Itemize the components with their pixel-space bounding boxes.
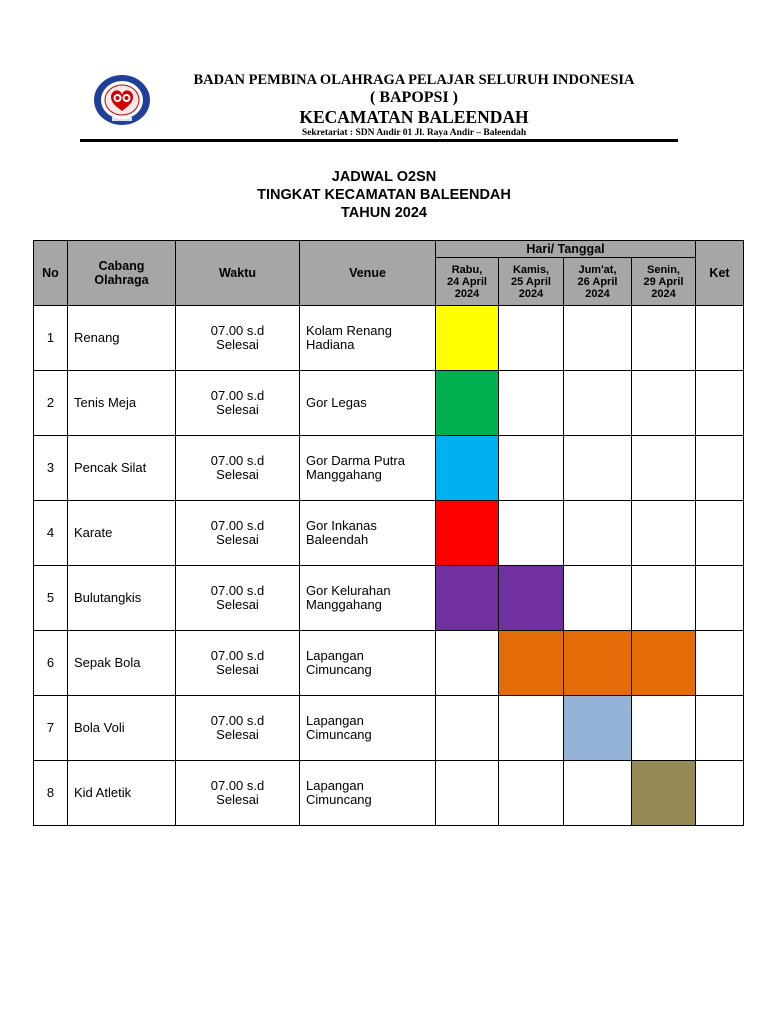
venue-cell xyxy=(300,306,436,371)
header-date-line: Rabu, xyxy=(451,263,483,276)
time-cell xyxy=(176,436,300,501)
time-cell-line: 07.00 s.d xyxy=(210,713,265,728)
scheduled-day-cell xyxy=(436,306,499,371)
table-row xyxy=(34,501,744,566)
empty-day-cell xyxy=(564,371,632,436)
venue-cell-line: Gor Kelurahan xyxy=(306,583,391,598)
row-number: 3 xyxy=(34,436,68,501)
time-cell-line: Selesai xyxy=(216,597,259,612)
time-cell xyxy=(176,631,300,696)
empty-day-cell xyxy=(632,501,696,566)
scheduled-day-cell xyxy=(436,566,499,631)
time-cell-line: 07.00 s.d xyxy=(210,388,265,403)
time-cell xyxy=(176,371,300,436)
venue-cell xyxy=(300,501,436,566)
notes-cell xyxy=(696,436,744,501)
time-cell xyxy=(176,761,300,826)
notes-cell xyxy=(696,631,744,696)
empty-day-cell xyxy=(632,306,696,371)
time-cell-line: Selesai xyxy=(216,467,259,482)
scheduled-day-cell xyxy=(632,761,696,826)
empty-day-cell xyxy=(564,306,632,371)
venue-cell-line: Baleendah xyxy=(306,532,369,547)
time-cell-line: 07.00 s.d xyxy=(210,323,265,338)
venue-cell-line: Gor Inkanas xyxy=(306,518,377,533)
header-date-line: 2024 xyxy=(454,287,480,300)
row-number: 4 xyxy=(34,501,68,566)
time-cell-line: Selesai xyxy=(216,792,259,807)
table-row xyxy=(34,761,744,826)
title-line-2: TINGKAT KECAMATAN BALEENDAH xyxy=(257,187,511,203)
venue-cell-line: Cimuncang xyxy=(306,792,372,807)
time-cell-line: 07.00 s.d xyxy=(210,518,265,533)
bapopsi-logo xyxy=(92,73,152,127)
sport-name: Bola Voli xyxy=(68,696,176,761)
letterhead xyxy=(80,70,678,142)
sport-name: Bulutangkis xyxy=(68,566,176,631)
time-cell-line: Selesai xyxy=(216,662,259,677)
empty-day-cell xyxy=(564,566,632,631)
header-date-line: 24 April xyxy=(447,275,487,288)
row-number: 8 xyxy=(34,761,68,826)
venue-cell-line: Manggahang xyxy=(306,597,382,612)
header-sport xyxy=(68,241,176,306)
empty-day-cell xyxy=(436,631,499,696)
sport-name: Pencak Silat xyxy=(68,436,176,501)
scheduled-day-cell xyxy=(499,631,564,696)
header-date-line: 2024 xyxy=(651,287,676,300)
empty-day-cell xyxy=(436,761,499,826)
scheduled-day-cell xyxy=(564,696,632,761)
row-number: 2 xyxy=(34,371,68,436)
scheduled-day-cell xyxy=(632,631,696,696)
header-date xyxy=(499,258,564,306)
time-cell-line: 07.00 s.d xyxy=(210,648,265,663)
schedule-table xyxy=(33,240,744,826)
notes-cell xyxy=(696,501,744,566)
row-number: 1 xyxy=(34,306,68,371)
table-body xyxy=(34,306,744,826)
sport-name: Sepak Bola xyxy=(68,631,176,696)
scheduled-day-cell xyxy=(564,631,632,696)
venue-cell-line: Lapangan xyxy=(306,713,364,728)
venue-cell xyxy=(300,696,436,761)
empty-day-cell xyxy=(436,696,499,761)
empty-day-cell xyxy=(632,566,696,631)
notes-cell xyxy=(696,371,744,436)
row-number: 7 xyxy=(34,696,68,761)
time-cell xyxy=(176,501,300,566)
sport-name: Kid Atletik xyxy=(68,761,176,826)
table-row xyxy=(34,436,744,501)
notes-cell xyxy=(696,696,744,761)
venue-cell xyxy=(300,371,436,436)
empty-day-cell xyxy=(499,761,564,826)
empty-day-cell xyxy=(564,436,632,501)
document-title xyxy=(0,168,768,222)
venue-cell-line: Lapangan xyxy=(306,778,364,793)
venue-cell xyxy=(300,566,436,631)
header-days-group: Hari/ Tanggal xyxy=(436,241,696,258)
row-number: 5 xyxy=(34,566,68,631)
venue-cell-line: Gor Darma Putra xyxy=(306,453,405,468)
empty-day-cell xyxy=(632,436,696,501)
table-row xyxy=(34,631,744,696)
venue-cell-line: Cimuncang xyxy=(306,662,372,677)
time-cell-line: 07.00 s.d xyxy=(210,453,265,468)
header-time: Waktu xyxy=(176,241,300,306)
header-date-line: Senin, xyxy=(646,263,680,276)
title-line-1: JADWAL O2SN xyxy=(331,169,437,185)
table-row xyxy=(34,696,744,761)
scheduled-day-cell xyxy=(436,501,499,566)
header-date xyxy=(564,258,632,306)
table-row xyxy=(34,371,744,436)
row-number: 6 xyxy=(34,631,68,696)
time-cell xyxy=(176,306,300,371)
venue-cell-line: Lapangan xyxy=(306,648,364,663)
header-date xyxy=(436,258,499,306)
header-sport-line1: Cabang xyxy=(98,259,145,273)
venue-cell xyxy=(300,436,436,501)
time-cell xyxy=(176,696,300,761)
venue-cell-line: Cimuncang xyxy=(306,727,372,742)
district-name: KECAMATAN BALEENDAH xyxy=(299,107,529,127)
notes-cell xyxy=(696,761,744,826)
header-sport-line2: Olahraga xyxy=(94,273,149,287)
header-date-line: 26 April xyxy=(577,275,618,288)
sport-name: Tenis Meja xyxy=(68,371,176,436)
header-date-line: 29 April xyxy=(643,275,684,288)
header-date-line: 2024 xyxy=(518,287,544,300)
time-cell-line: 07.00 s.d xyxy=(210,778,265,793)
time-cell xyxy=(176,566,300,631)
empty-day-cell xyxy=(499,436,564,501)
header-date-line: 2024 xyxy=(585,287,610,300)
venue-cell-line: Hadiana xyxy=(306,337,355,352)
empty-day-cell xyxy=(499,371,564,436)
header-notes: Ket xyxy=(696,241,744,306)
venue-cell-line: Manggahang xyxy=(306,467,382,482)
title-line-3: TAHUN 2024 xyxy=(341,205,427,221)
empty-day-cell xyxy=(564,761,632,826)
secretariat-address: Sekretariat : SDN Andir 01 Jl. Raya Andir – Baleendah xyxy=(301,128,527,138)
empty-day-cell xyxy=(499,696,564,761)
venue-cell-line: Gor Legas xyxy=(306,395,367,410)
table-row xyxy=(34,566,744,631)
empty-day-cell xyxy=(632,371,696,436)
sport-name: Karate xyxy=(68,501,176,566)
scheduled-day-cell xyxy=(436,371,499,436)
organization-name: BADAN PEMBINA OLAHRAGA PELAJAR SELURUH INDONESIA xyxy=(193,72,635,88)
header-date xyxy=(632,258,696,306)
time-cell-line: 07.00 s.d xyxy=(210,583,265,598)
time-cell-line: Selesai xyxy=(216,402,259,417)
header-date-line: Kamis, xyxy=(512,263,550,276)
header-date-line: Jum'at, xyxy=(578,263,617,276)
header-no: No xyxy=(34,241,68,306)
letterhead-text xyxy=(150,70,678,139)
table-header xyxy=(34,241,744,306)
time-cell-line: Selesai xyxy=(216,532,259,547)
time-cell-line: Selesai xyxy=(216,727,259,742)
organization-acronym: ( BAPOPSI ) xyxy=(370,89,458,106)
venue-cell xyxy=(300,631,436,696)
empty-day-cell xyxy=(499,501,564,566)
table-row xyxy=(34,306,744,371)
empty-day-cell xyxy=(632,696,696,761)
notes-cell xyxy=(696,566,744,631)
empty-day-cell xyxy=(564,501,632,566)
sport-name: Renang xyxy=(68,306,176,371)
header-venue: Venue xyxy=(300,241,436,306)
header-date-line: 25 April xyxy=(511,275,551,288)
time-cell-line: Selesai xyxy=(216,337,259,352)
notes-cell xyxy=(696,306,744,371)
scheduled-day-cell xyxy=(499,566,564,631)
scheduled-day-cell xyxy=(436,436,499,501)
empty-day-cell xyxy=(499,306,564,371)
letterhead-divider xyxy=(80,139,678,142)
venue-cell xyxy=(300,761,436,826)
venue-cell-line: Kolam Renang xyxy=(306,323,392,338)
